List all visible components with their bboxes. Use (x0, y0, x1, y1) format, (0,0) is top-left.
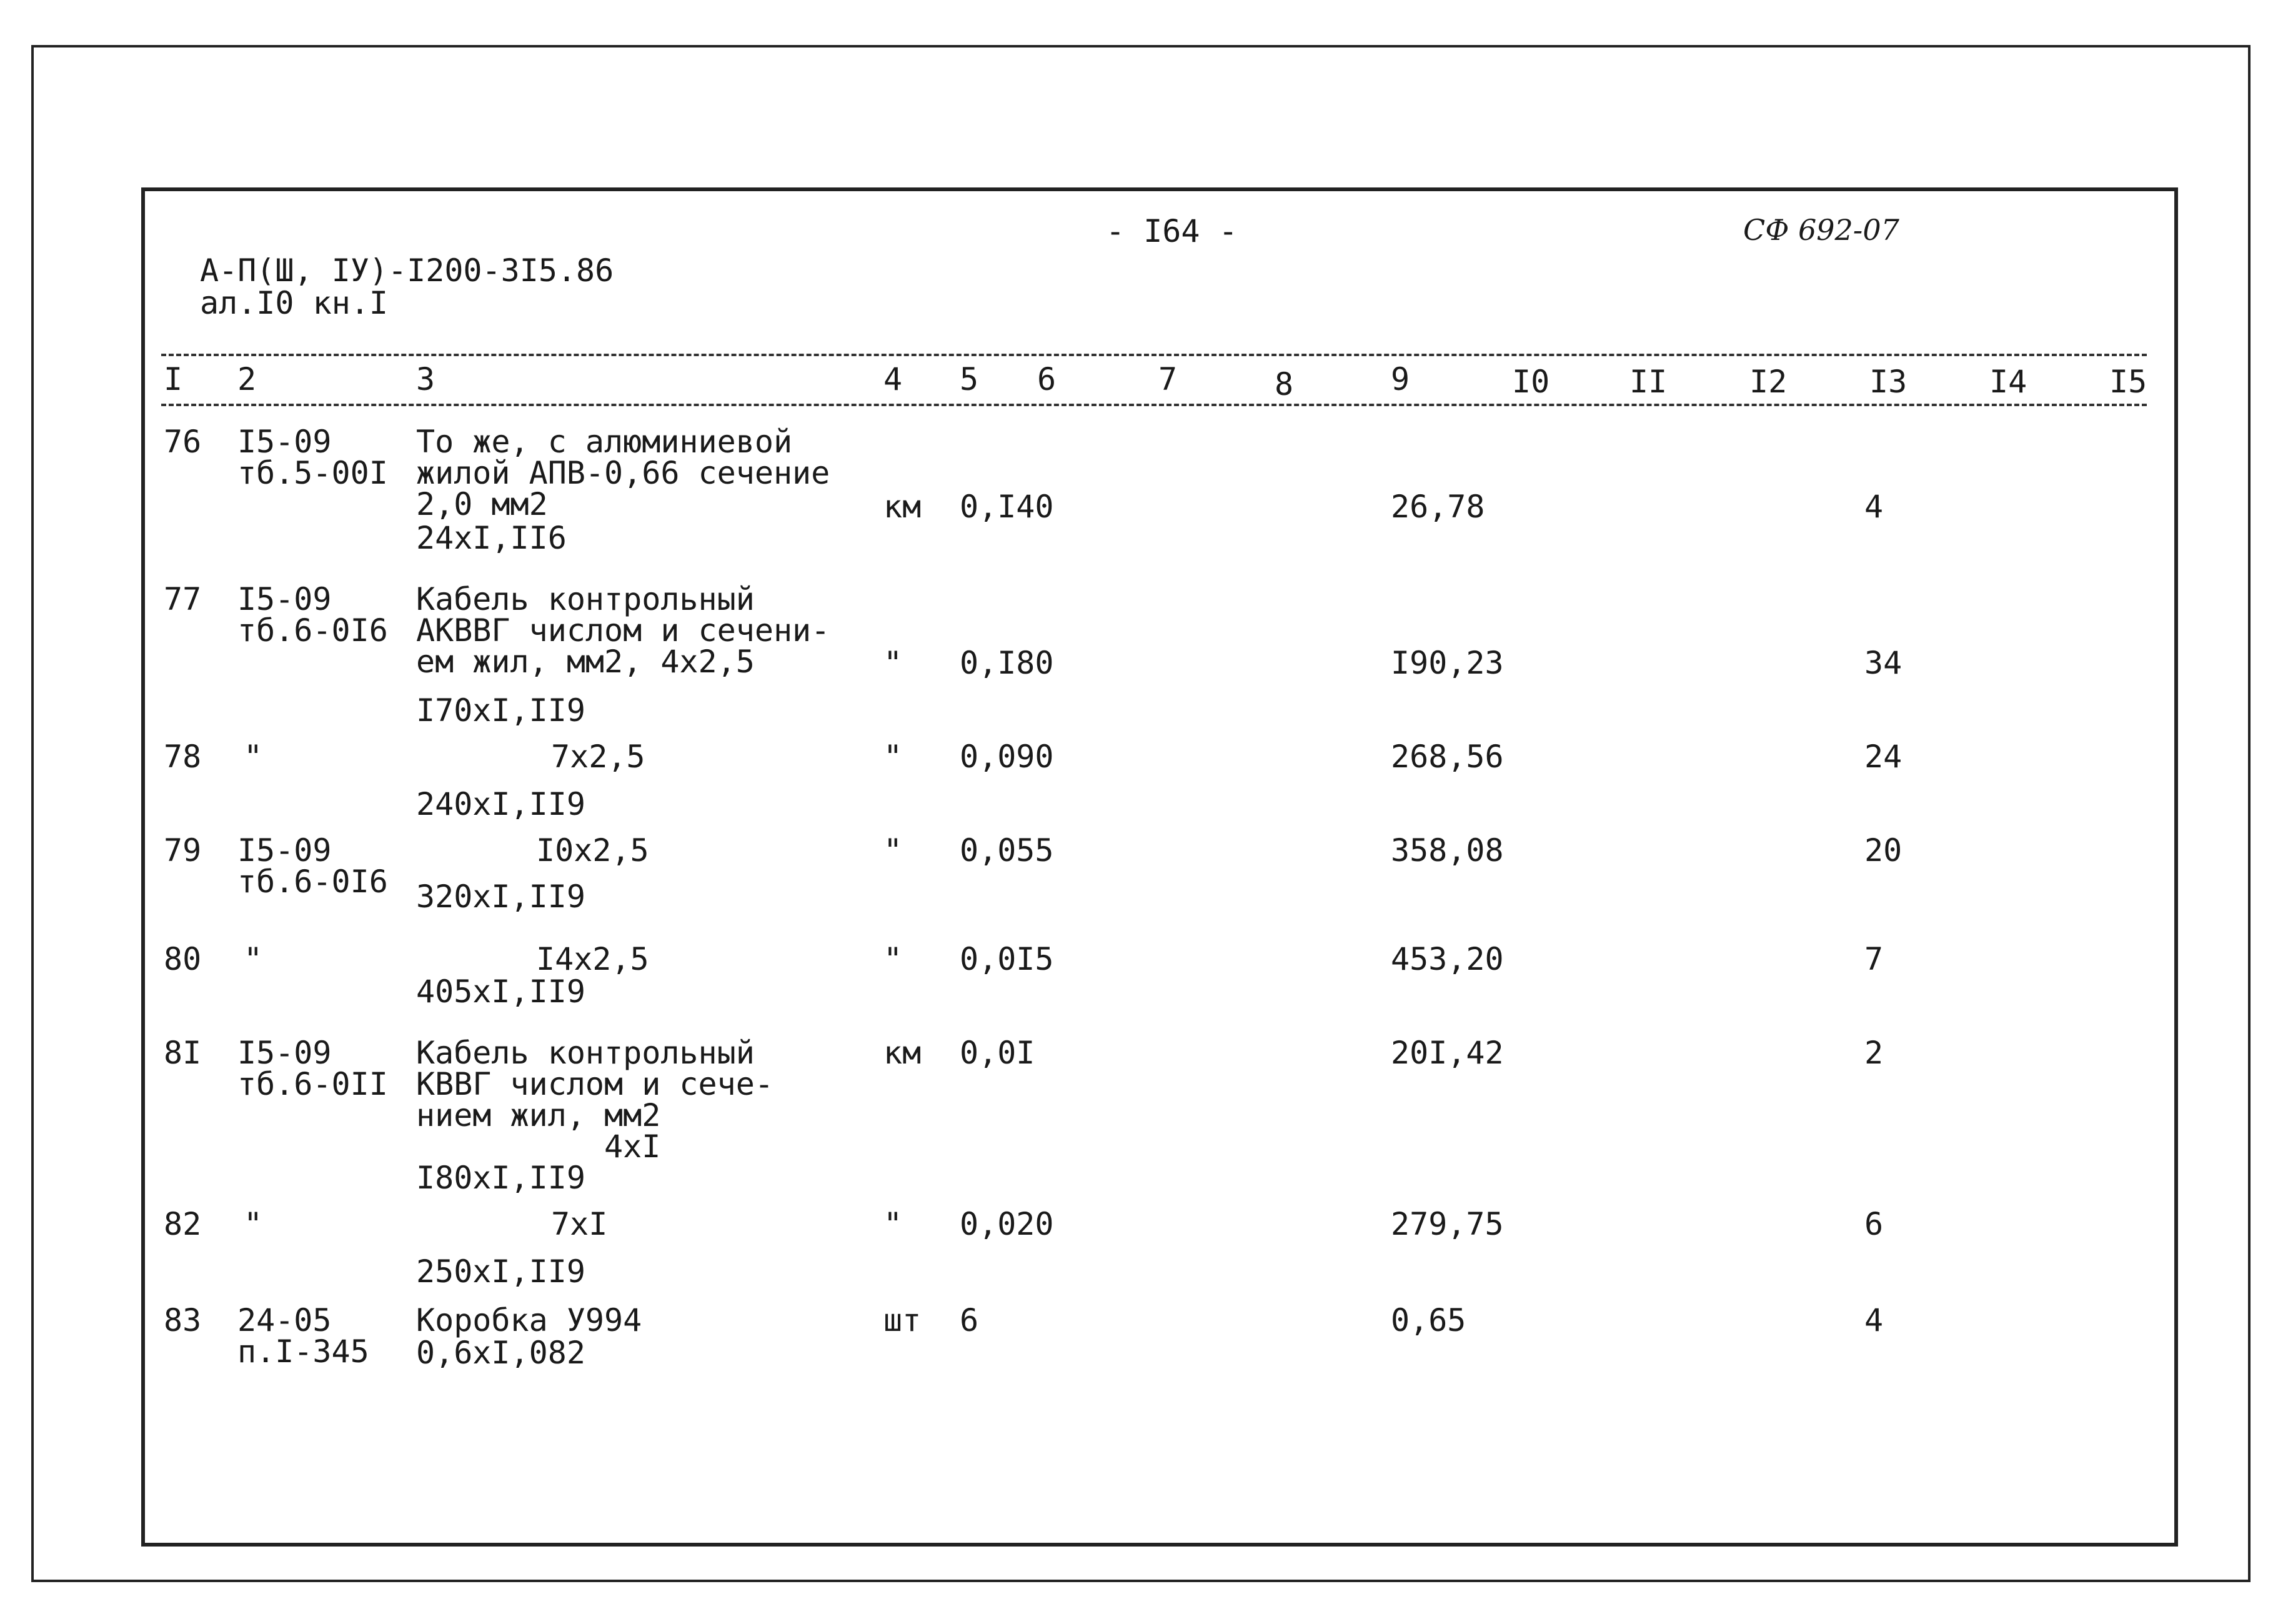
row-reference: I5-09 тб.6-0I6 (237, 581, 388, 649)
row-col13: 2 (1864, 1035, 1884, 1071)
row-formula: 405xI,II9 (416, 974, 585, 1010)
row-price: 0,65 (1391, 1302, 1466, 1338)
col-header: 8 (1275, 366, 1294, 402)
row-number: 77 (164, 581, 202, 617)
col-header: I2 (1749, 364, 1788, 400)
row-number: 8I (164, 1035, 202, 1071)
row-description: 7xI (551, 1206, 608, 1242)
row-description: 7x2,5 (551, 739, 645, 775)
row-quantity: 0,I40 (960, 489, 1054, 525)
col-header: 9 (1391, 361, 1410, 397)
row-description: То же, с алюминиевой жилой АПВ-0,66 сечение 2,0 мм2 (416, 424, 830, 522)
row-col13: 7 (1864, 941, 1884, 977)
row-price: 279,75 (1391, 1206, 1504, 1242)
row-price: 453,20 (1391, 941, 1504, 977)
row-reference: I5-09 тб.6-0II (237, 1035, 388, 1102)
col-header: 3 (416, 361, 435, 397)
col-header: 6 (1037, 361, 1057, 397)
row-description: Кабель контрольный КВВГ числом и сече- нием жил, мм2 4xI (416, 1035, 773, 1165)
row-reference: " (244, 1206, 263, 1242)
row-reference: I5-09 тб.5-00I (237, 424, 388, 491)
row-description: I0x2,5 (536, 832, 649, 869)
row-col13: 4 (1864, 489, 1884, 525)
row-description: I4x2,5 (536, 941, 649, 977)
row-formula: 24xI,II6 (416, 520, 567, 556)
page-number: - I64 - (1106, 213, 1238, 249)
row-unit: км (883, 489, 922, 525)
row-unit: " (883, 1206, 903, 1242)
row-number: 82 (164, 1206, 202, 1242)
row-formula: 320xI,II9 (416, 879, 585, 915)
row-price: I90,23 (1391, 645, 1504, 681)
doc-sub: ал.I0 кн.I (200, 285, 389, 321)
row-reference: " (244, 739, 263, 775)
row-quantity: 0,090 (960, 739, 1054, 775)
col-header: I4 (1989, 364, 2027, 400)
row-quantity: 0,0I5 (960, 941, 1054, 977)
row-unit: " (883, 645, 903, 681)
row-reference: 24-05 п.I-345 (237, 1302, 369, 1370)
header-rule-bottom (161, 404, 2147, 406)
row-formula: I70xI,II9 (416, 692, 585, 729)
col-header: 7 (1158, 361, 1178, 397)
row-quantity: 0,055 (960, 832, 1054, 869)
row-col13: 34 (1864, 645, 1903, 681)
row-description: Кабель контрольный АКВВГ числом и сечени- ем жил, мм2, 4x2,5 (416, 581, 830, 680)
row-unit: " (883, 832, 903, 869)
row-unit: км (883, 1035, 922, 1071)
row-unit: " (883, 739, 903, 775)
handwritten-code: СФ 692-07 (1743, 213, 1899, 247)
row-unit: " (883, 941, 903, 977)
doc-code: А-П(Ш, IУ)-I200-3I5.86 (200, 252, 614, 289)
row-col13: 6 (1864, 1206, 1884, 1242)
col-header: 4 (883, 361, 903, 397)
col-header: I (164, 361, 183, 397)
row-price: 358,08 (1391, 832, 1504, 869)
row-quantity: 0,0I (960, 1035, 1035, 1071)
row-formula: I80xI,II9 (416, 1160, 585, 1196)
row-formula: 250xI,II9 (416, 1253, 585, 1290)
row-col13: 24 (1864, 739, 1903, 775)
row-number: 80 (164, 941, 202, 977)
row-formula: 0,6xI,082 (416, 1335, 585, 1371)
row-col13: 4 (1864, 1302, 1884, 1338)
col-header: I0 (1512, 364, 1550, 400)
row-number: 78 (164, 739, 202, 775)
row-formula: 240xI,II9 (416, 786, 585, 822)
row-quantity: 6 (960, 1302, 979, 1338)
row-price: 268,56 (1391, 739, 1504, 775)
row-reference: I5-09 тб.6-0I6 (237, 832, 388, 900)
row-number: 76 (164, 424, 202, 460)
row-number: 79 (164, 832, 202, 869)
row-number: 83 (164, 1302, 202, 1338)
row-quantity: 0,020 (960, 1206, 1054, 1242)
col-header: I3 (1869, 364, 1907, 400)
row-col13: 20 (1864, 832, 1903, 869)
col-header: 5 (960, 361, 979, 397)
row-quantity: 0,I80 (960, 645, 1054, 681)
row-unit: шт (883, 1302, 922, 1338)
header-rule-top (161, 354, 2147, 356)
col-header: II (1629, 364, 1668, 400)
row-reference: " (244, 941, 263, 977)
row-description: Коробка У994 (416, 1302, 642, 1338)
row-price: 20I,42 (1391, 1035, 1504, 1071)
col-header: 2 (237, 361, 257, 397)
row-price: 26,78 (1391, 489, 1485, 525)
col-header: I5 (2109, 364, 2147, 400)
